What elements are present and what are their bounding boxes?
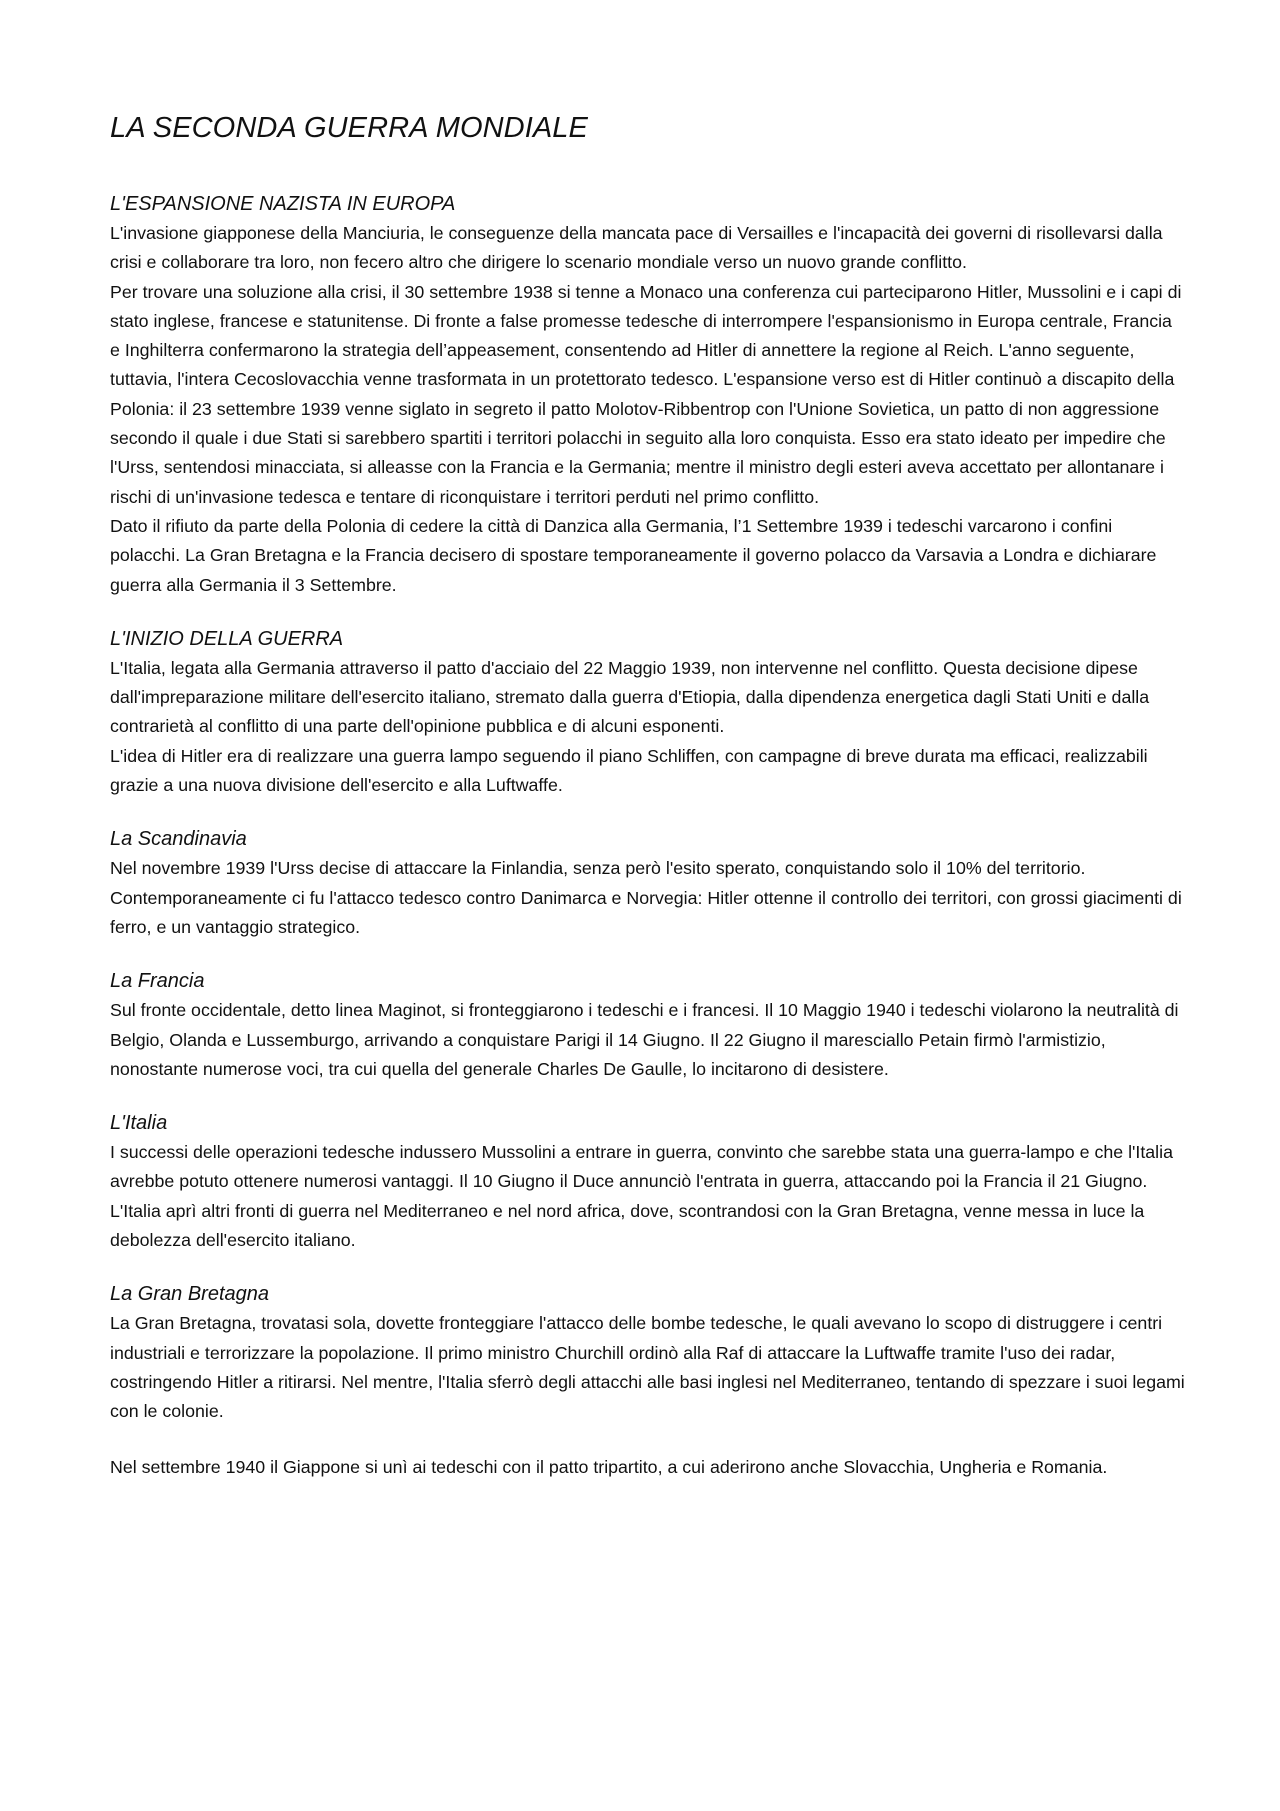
paragraph: Nel settembre 1940 il Giappone si unì ai tedeschi con il patto tripartito, a cui aderirono anche Slovacchia, Ungheria e Romania. bbox=[110, 1456, 1108, 1477]
paragraph: Dato il rifiuto da parte della Polonia di cedere la città di Danzica alla Germania, l’1 Settembre 1939 i tedeschi varcarono i confini polacchi. La Gran Bretagna e la Francia decisero di spostare temporaneamente il governo polacco da Varsavia a Londra e dichiarare guerra alla Germania il 3 Settembre. bbox=[110, 515, 1157, 595]
document-page bbox=[110, 112, 1185, 1507]
section-heading: L'INIZIO DELLA GUERRA bbox=[110, 627, 344, 650]
paragraph: Per trovare una soluzione alla crisi, il 30 settembre 1938 si tenne a Monaco una conferenza cui parteciparono Hitler, Mussolini e i capi di stato inglese, francese e statunitense. Di fronte a false promesse tedesche di interrompere l'espansionismo in Europa centrale, Francia e Inghilterra confermarono la strategia dell’appeasement, consentendo ad Hitler di annettere la regione al Reich. L'anno seguente, tuttavia, l'intera Cecoslovacchia venne trasformata in un protettorato tedesco. L'espansione verso est di Hitler continuò a discapito della Polonia: il 23 settembre 1939 venne siglato in segreto il patto Molotov-Ribbentrop con l'Unione Sovietica, un patto di non aggressione secondo il quale i due Stati si sarebbero spartiti i territori polacchi in seguito alla loro conquista. Esso era stato ideato per impedire che l'Urss, sentendosi minacciata, si alleasse con la Francia e la Germania; mentre il ministro degli esteri aveva accettato per allontanare i rischi di un'invasione tedesca e tentare di riconquistare i territori perduti nel primo conflitto. bbox=[110, 281, 1182, 507]
paragraph: Nel novembre 1939 l'Urss decise di attaccare la Finlandia, senza però l'esito sperato, conquistando solo il 10% del territorio. Contemporaneamente ci fu l'attacco tedesco contro Danimarca e Norvegia: Hitler ottenne il controllo dei territori, con grossi giacimenti di ferro, e un vantaggio strategico. bbox=[110, 858, 1182, 937]
paragraph: La Gran Bretagna, trovatasi sola, dovette fronteggiare l'attacco delle bombe tedesche, le quali avevano lo scopo di distruggere i centri industriali e terrorizzare la popolazione. Il primo ministro Churchill ordinò alla Raf di attaccare la Luftwaffe tramite l'uso dei radar, costringendo Hitler a ritirarsi. Nel mentre, l'Italia sferrò degli attacchi alle basi inglesi nel Mediterraneo, tentando di spezzare i suoi legami con le colonie. bbox=[110, 1313, 1185, 1422]
section-heading: L'ESPANSIONE NAZISTA IN EUROPA bbox=[110, 193, 456, 215]
section-heading: L'Italia bbox=[110, 1112, 168, 1135]
section-heading: La Francia bbox=[110, 970, 205, 993]
paragraph: I successi delle operazioni tedesche indussero Mussolini a entrare in guerra, convinto che sarebbe stata una guerra-lampo e che l'Italia avrebbe potuto ottenere numerosi vantaggi. Il 10 Giugno il Duce annunciò l'entrata in guerra, attaccando poi la Francia il 21 Giugno. L'Italia aprì altri fronti di guerra nel Mediterraneo e nel nord africa, dove, scontrandosi con la Gran Bretagna, venne messa in luce la debolezza dell'esercito italiano. bbox=[110, 1142, 1173, 1251]
document-title: LA SECONDA GUERRA MONDIALE bbox=[110, 112, 588, 144]
section-francia bbox=[110, 967, 1185, 1084]
paragraph: Sul fronte occidentale, detto linea Maginot, si fronteggiarono i tedeschi e i francesi. Il 10 Maggio 1940 i tedeschi violarono la neutralità di Belgio, Olanda e Lussemburgo, arrivando a conquistare Parigi il 14 Giugno. Il 22 Giugno il maresciallo Petain firmò l'armistizio, nonostante numerose voci, tra cui quella del generale Charles De Gaulle, lo incitarono di desistere. bbox=[110, 1000, 1179, 1079]
section-italia bbox=[110, 1109, 1185, 1255]
section-inizio-guerra bbox=[110, 625, 1185, 800]
paragraph: L'invasione giapponese della Manciuria, le conseguenze della mancata pace di Versailles e l'incapacità dei governi di risollevarsi dalla crisi e collaborare tra loro, non fecero altro che dirigere lo scenario mondiale verso un nuovo grande conflitto. bbox=[110, 223, 1163, 273]
section-heading: La Scandinavia bbox=[110, 828, 247, 851]
section-espansione-nazista bbox=[110, 190, 1185, 600]
paragraph: L'idea di Hitler era di realizzare una guerra lampo seguendo il piano Schliffen, con campagne di breve durata ma efficaci, realizzabili grazie a una nuova divisione dell'esercito e alla Luftwaffe. bbox=[110, 745, 1148, 796]
section-scandinavia bbox=[110, 825, 1185, 942]
section-gran-bretagna bbox=[110, 1280, 1185, 1481]
paragraph: L'Italia, legata alla Germania attraverso il patto d'acciaio del 22 Maggio 1939, non intervenne nel conflitto. Questa decisione dipese dall'impreparazione militare dell'esercito italiano, stremato dalla guerra d'Etiopia, dalla dipendenza energetica dagli Stati Uniti e dalla contrarietà al conflitto di una parte dell'opinione pubblica e di alcuni esponenti. bbox=[110, 657, 1150, 737]
section-heading: La Gran Bretagna bbox=[110, 1283, 269, 1306]
